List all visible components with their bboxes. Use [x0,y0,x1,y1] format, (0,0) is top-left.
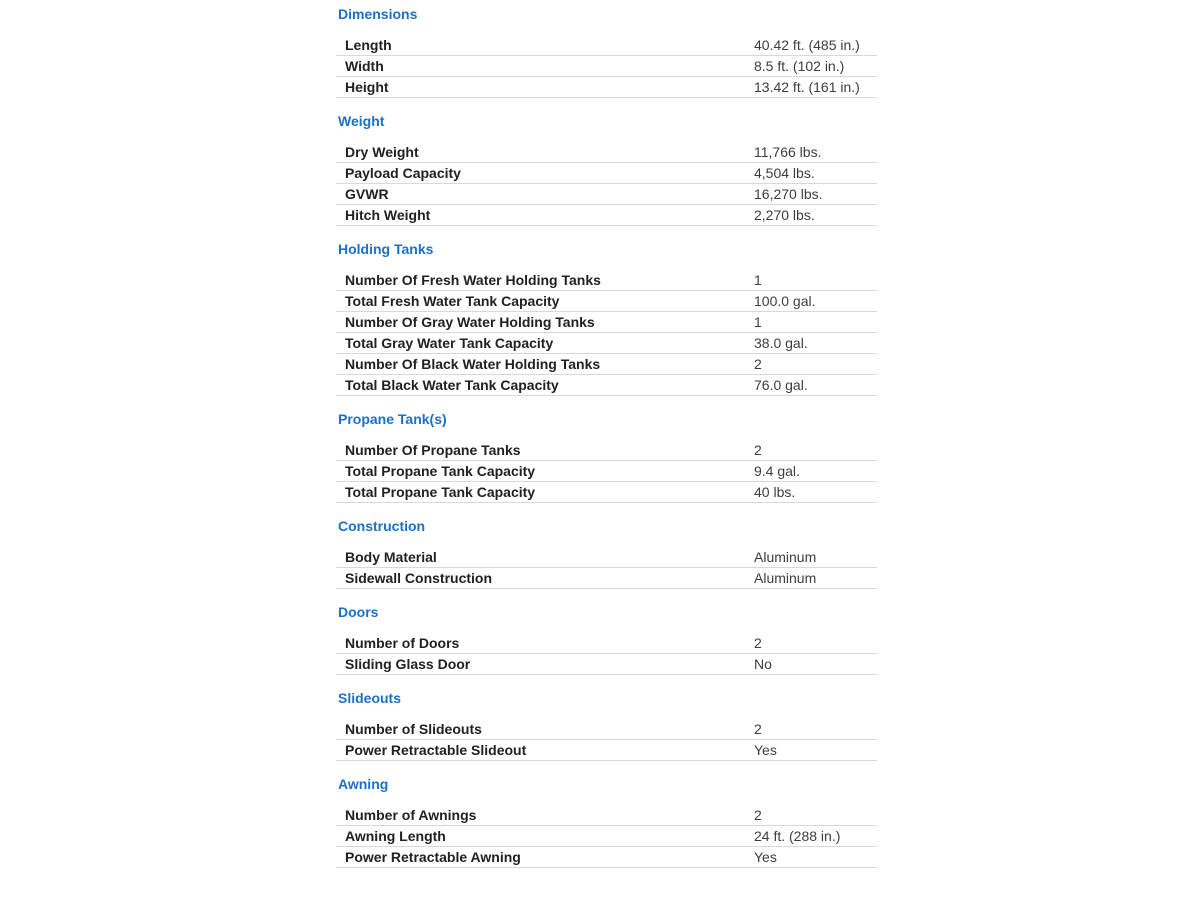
section-awning [336,777,877,868]
spec-row [336,740,877,761]
spec-label: Sliding Glass Door [345,655,471,672]
spec-value: 2 [754,355,762,372]
spec-value: 16,270 lbs. [754,185,823,202]
spec-label: Payload Capacity [345,164,461,181]
spec-label: Power Retractable Awning [345,848,521,865]
spec-row [336,163,877,184]
spec-row [336,35,877,56]
spec-row [336,654,877,675]
section-rows [336,719,877,761]
spec-label: Height [345,78,389,95]
spec-row [336,184,877,205]
spec-row [336,482,877,503]
spec-value: 1 [754,313,762,330]
spec-row [336,440,877,461]
spec-label: Width [345,57,384,74]
spec-label: Length [345,36,392,53]
section-dimensions [336,7,877,98]
section-weight [336,114,877,226]
spec-row [336,142,877,163]
spec-row [336,847,877,868]
spec-value: 9.4 gal. [754,462,800,479]
spec-value: 24 ft. (288 in.) [754,827,841,844]
section-holding-tanks [336,242,877,396]
rv-specifications-panel [336,7,877,868]
section-doors [336,605,877,675]
spec-row [336,77,877,98]
section-rows [336,270,877,396]
spec-value: 1 [754,271,762,288]
spec-value: No [754,655,772,672]
section-title: Weight [338,113,385,129]
spec-value: 40 lbs. [754,483,796,500]
spec-value: 4,504 lbs. [754,164,815,181]
spec-value: 40.42 ft. (485 in.) [754,36,860,53]
spec-sections [336,7,877,868]
spec-value: Yes [754,848,777,865]
section-title: Construction [338,518,426,534]
spec-row [336,826,877,847]
section-construction [336,519,877,589]
spec-label: Total Black Water Tank Capacity [345,376,559,393]
section-rows [336,805,877,868]
spec-label: Number Of Fresh Water Holding Tanks [345,271,601,288]
spec-row [336,56,877,77]
spec-row [336,333,877,354]
spec-value: 76.0 gal. [754,376,808,393]
spec-row [336,547,877,568]
spec-label: Sidewall Construction [345,569,493,586]
spec-row [336,354,877,375]
spec-label: Body Material [345,548,437,565]
spec-value: 100.0 gal. [754,292,816,309]
spec-label: Total Gray Water Tank Capacity [345,334,554,351]
spec-value: 11,766 lbs. [754,143,822,160]
spec-label: Number of Awnings [345,806,477,823]
spec-row [336,805,877,826]
spec-label: Number Of Black Water Holding Tanks [345,355,601,372]
section-rows [336,35,877,98]
spec-value: 13.42 ft. (161 in.) [754,78,860,95]
section-rows [336,633,877,675]
spec-row [336,270,877,291]
spec-row [336,312,877,333]
section-title: Slideouts [338,690,402,706]
spec-label: Number of Doors [345,634,460,651]
spec-label: Dry Weight [345,143,419,160]
spec-label: Hitch Weight [345,206,431,223]
spec-label: Total Propane Tank Capacity [345,483,536,500]
spec-label: Number of Slideouts [345,720,482,737]
spec-value: 2,270 lbs. [754,206,815,223]
spec-label: Total Propane Tank Capacity [345,462,536,479]
spec-label: Awning Length [345,827,446,844]
section-title: Propane Tank(s) [338,411,447,427]
spec-value: 8.5 ft. (102 in.) [754,57,845,74]
section-title: Awning [338,776,389,792]
section-rows [336,142,877,226]
section-propane-tank-s [336,412,877,503]
section-rows [336,547,877,589]
section-rows [336,440,877,503]
spec-row [336,568,877,589]
spec-label: GVWR [345,185,389,202]
spec-row [336,719,877,740]
section-title: Holding Tanks [338,241,434,257]
spec-row [336,461,877,482]
spec-value: 2 [754,806,762,823]
spec-label: Number Of Propane Tanks [345,441,521,458]
spec-row [336,291,877,312]
section-slideouts [336,691,877,761]
spec-value: 2 [754,634,762,651]
section-title: Doors [338,604,379,620]
spec-row [336,633,877,654]
spec-label: Total Fresh Water Tank Capacity [345,292,560,309]
spec-label: Number Of Gray Water Holding Tanks [345,313,595,330]
spec-value: Aluminum [754,548,817,565]
section-title: Dimensions [338,6,418,22]
spec-value: Aluminum [754,569,817,586]
spec-value: 38.0 gal. [754,334,808,351]
spec-value: 2 [754,720,762,737]
spec-label: Power Retractable Slideout [345,741,527,758]
spec-value: Yes [754,741,777,758]
spec-value: 2 [754,441,762,458]
spec-row [336,205,877,226]
spec-row [336,375,877,396]
